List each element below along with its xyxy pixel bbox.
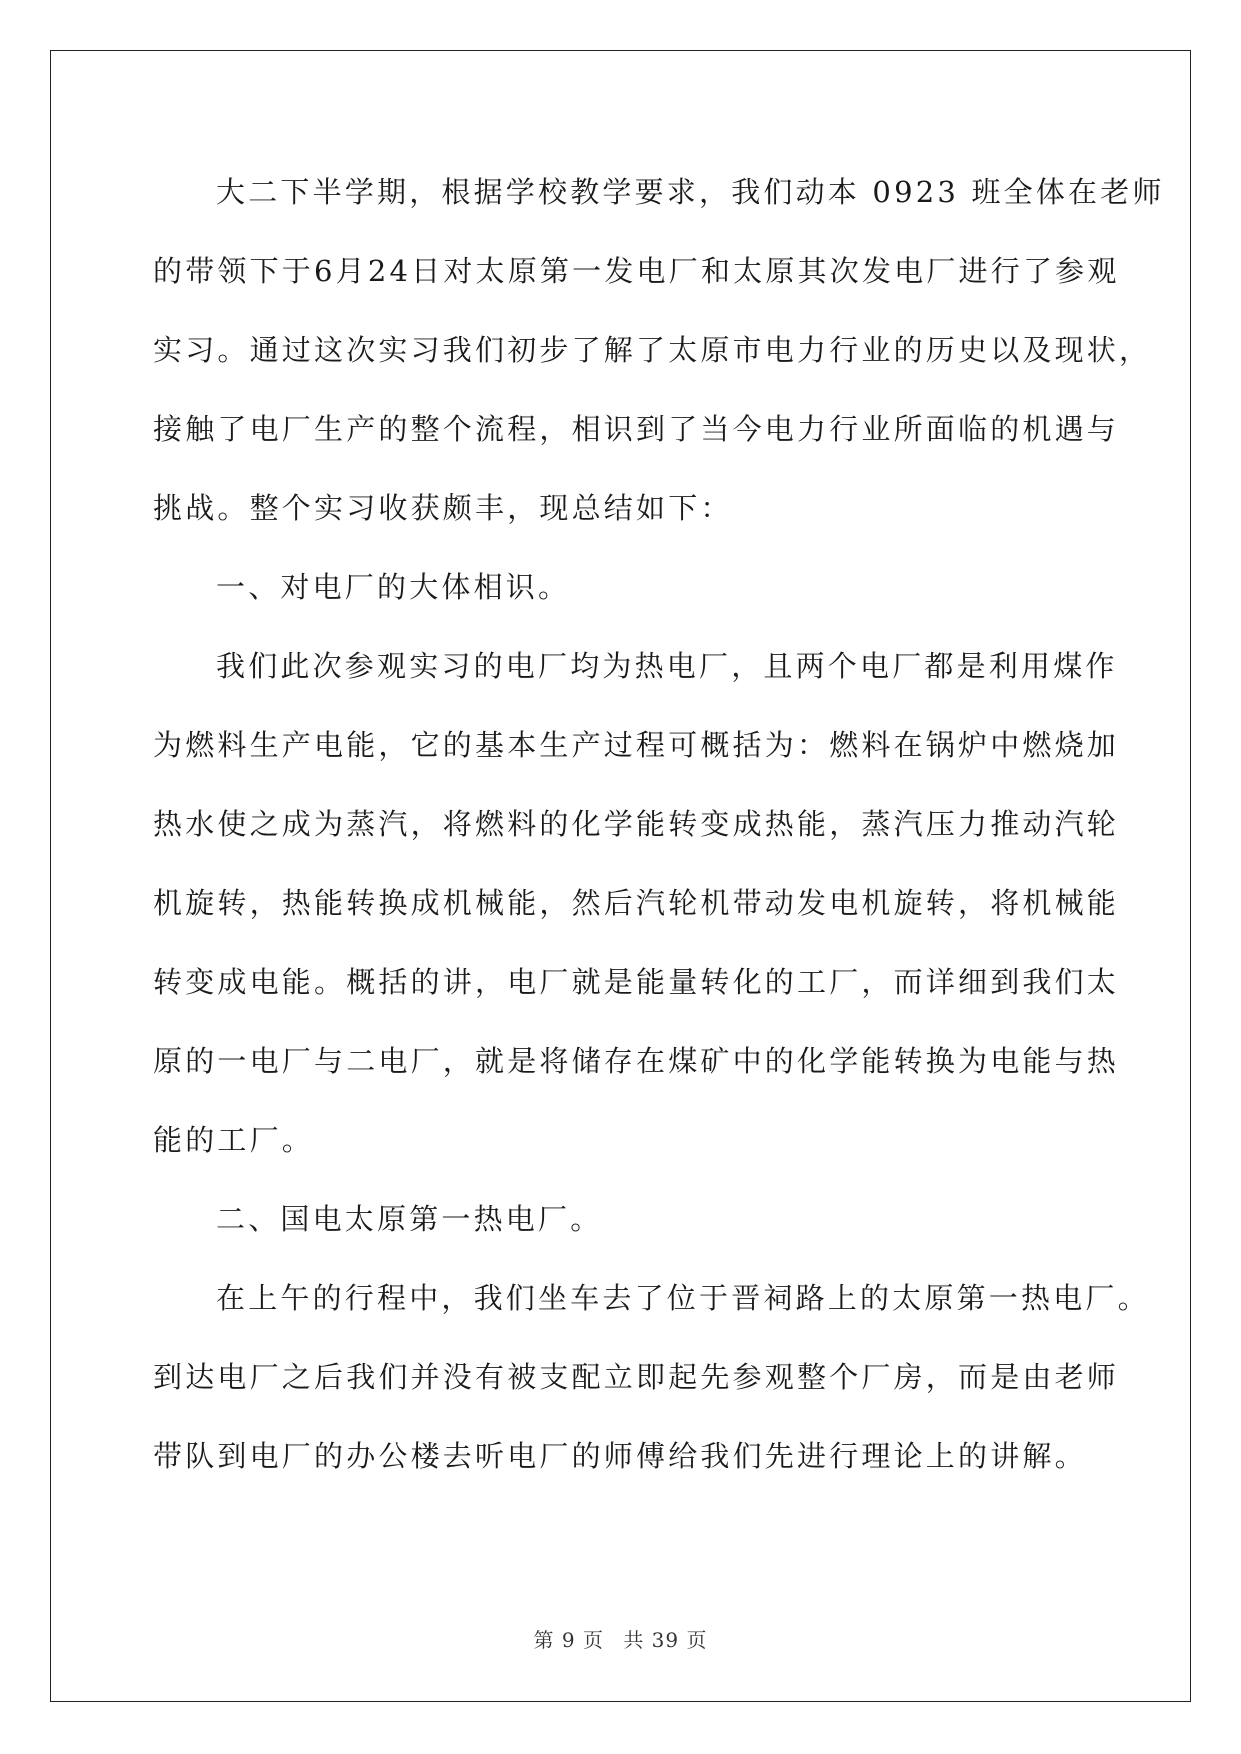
- text-line: 热水使之成为蒸汽，将燃料的化学能转变成热能，蒸汽压力推动汽轮: [153, 807, 1120, 841]
- text-line: 机旋转，热能转换成机械能，然后汽轮机带动发电机旋转，将机械能: [153, 886, 1120, 920]
- document-body: [153, 165, 1165, 1508]
- text-line: 我们此次参观实习的电厂均为热电厂，且两个电厂都是利用煤作: [216, 649, 1118, 683]
- text-line: 接触了电厂生产的整个流程，相识到了当今电力行业所面临的机遇与: [153, 412, 1120, 446]
- page-number: 第 9 页: [533, 1628, 604, 1652]
- text-line: 原的一电厂与二电厂，就是将储存在煤矿中的化学能转换为电能与热: [153, 1044, 1120, 1078]
- text-line: 的带领下于6月24日对太原第一发电厂和太原其次发电厂进行了参观: [153, 254, 1120, 288]
- text-line: 转变成电能。概括的讲，电厂就是能量转化的工厂，而详细到我们太: [153, 965, 1120, 999]
- text-line: 大二下半学期，根据学校教学要求，我们动本 0923 班全体在老师: [216, 175, 1165, 209]
- text-line: 实习。通过这次实习我们初步了解了太原市电力行业的历史以及现状，: [153, 333, 1152, 367]
- section-heading: 二、国电太原第一热电厂。: [216, 1202, 603, 1236]
- text-line: 在上午的行程中，我们坐车去了位于晋祠路上的太原第一热电厂。: [216, 1281, 1150, 1315]
- text-line: 带队到电厂的办公楼去听电厂的师傅给我们先进行理论上的讲解。: [153, 1439, 1087, 1473]
- page-footer: [0, 1624, 1241, 1653]
- text-line: 挑战。整个实习收获颇丰，现总结如下：: [153, 491, 733, 525]
- section-heading: 一、对电厂的大体相识。: [216, 570, 571, 604]
- text-line: 能的工厂。: [153, 1123, 315, 1157]
- text-line: 为燃料生产电能，它的基本生产过程可概括为：燃料在锅炉中燃烧加: [153, 728, 1120, 762]
- total-pages: 共 39 页: [623, 1628, 708, 1652]
- text-line: 到达电厂之后我们并没有被支配立即起先参观整个厂房，而是由老师: [153, 1360, 1120, 1394]
